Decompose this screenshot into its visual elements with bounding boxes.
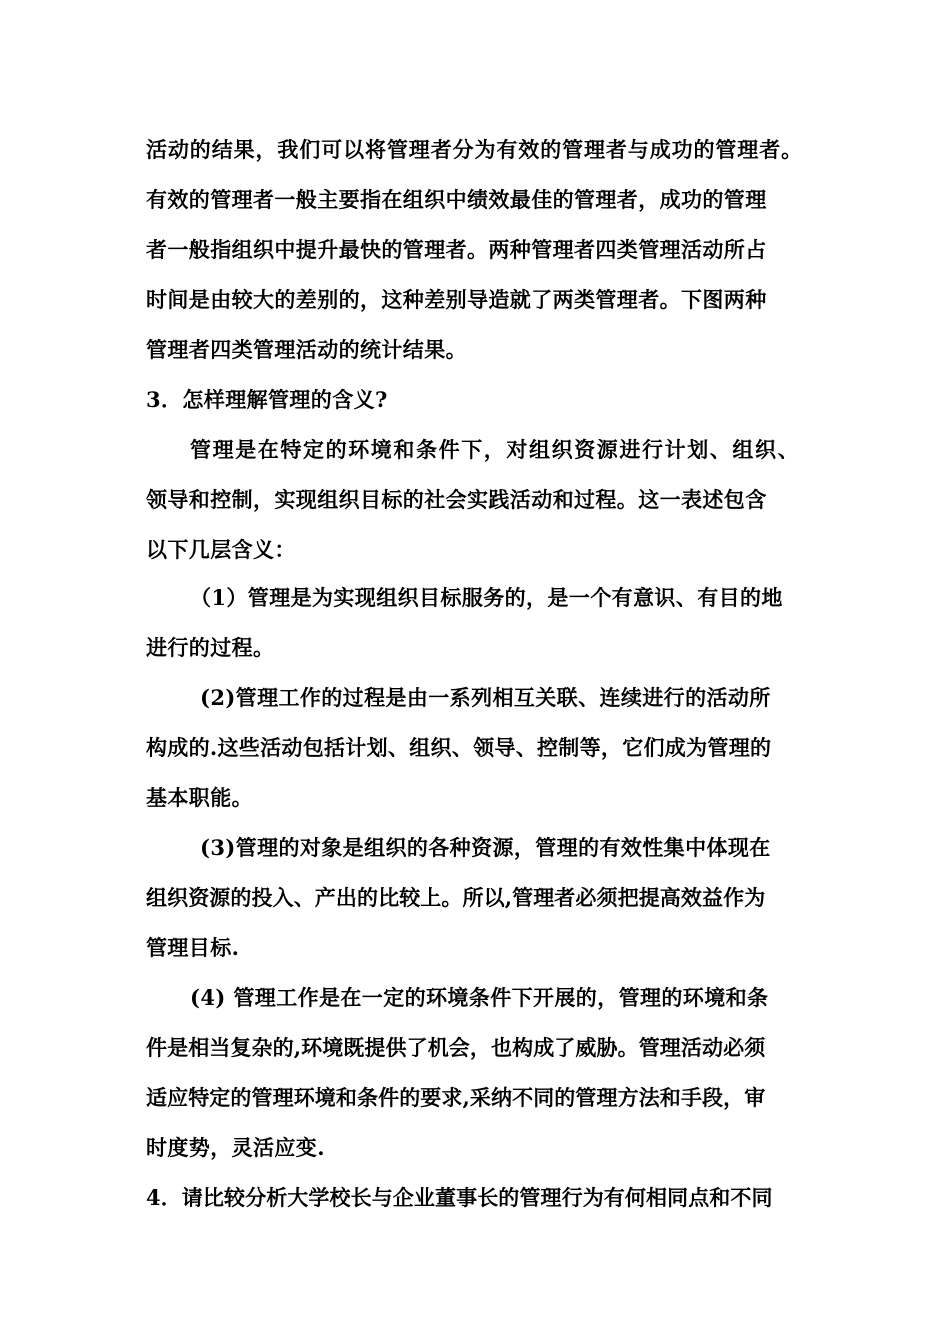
item-3-line-1: (3)管理的对象是组织的各种资源，管理的有效性集中体现在 — [200, 835, 771, 860]
text-line-9: 以下几层含义： — [146, 537, 296, 562]
item-4-line-2: 件是相当复杂的,环境既提供了机会，也构成了威胁。管理活动必须 — [146, 1035, 766, 1060]
text-line-2: 有效的管理者一般主要指在组织中绩效最佳的管理者，成功的管理 — [146, 187, 767, 212]
text-line-7: 管理是在特定的环境和条件下，对组织资源进行计划、组织、 — [190, 437, 801, 462]
question-3-heading: 3．怎样理解管理的含义? — [146, 387, 388, 412]
item-4-line-4: 时度势，灵活应变. — [146, 1135, 325, 1160]
text-line-3: 者一般指组织中提升最快的管理者。两种管理者四类管理活动所占 — [146, 237, 767, 262]
item-4-line-1: (4) 管理工作是在一定的环境条件下开展的，管理的环境和条 — [190, 985, 769, 1010]
item-2-line-1: (2)管理工作的过程是由一系列相互关联、连续进行的活动所 — [200, 685, 771, 710]
text-line-1: 活动的结果，我们可以将管理者分为有效的管理者与成功的管理者。 — [146, 137, 803, 162]
text-line-4: 时间是由较大的差别的，这种差别导造就了两类管理者。下图两种 — [146, 287, 767, 312]
text-line-5: 管理者四类管理活动的统计结果。 — [146, 337, 467, 362]
item-1-line-1: （1）管理是为实现组织目标服务的，是一个有意识、有目的地 — [190, 585, 783, 610]
item-1-line-2: 进行的过程。 — [146, 635, 275, 660]
item-2-line-2: 构成的.这些活动包括计划、组织、领导、控制等，它们成为管理的 — [146, 735, 772, 760]
question-4-heading: 4．请比较分析大学校长与企业董事长的管理行为有何相同点和不同 — [146, 1185, 773, 1210]
text-line-8: 领导和控制，实现组织目标的社会实践活动和过程。这一表述包含 — [146, 487, 767, 512]
item-4-line-3: 适应特定的管理环境和条件的要求,采纳不同的管理方法和手段，审 — [146, 1085, 766, 1110]
item-3-line-2: 组织资源的投入、产出的比较上。所以,管理者必须把提高效益作为 — [146, 885, 766, 910]
item-2-line-3: 基本职能。 — [146, 785, 253, 810]
item-3-line-3: 管理目标. — [146, 935, 240, 960]
